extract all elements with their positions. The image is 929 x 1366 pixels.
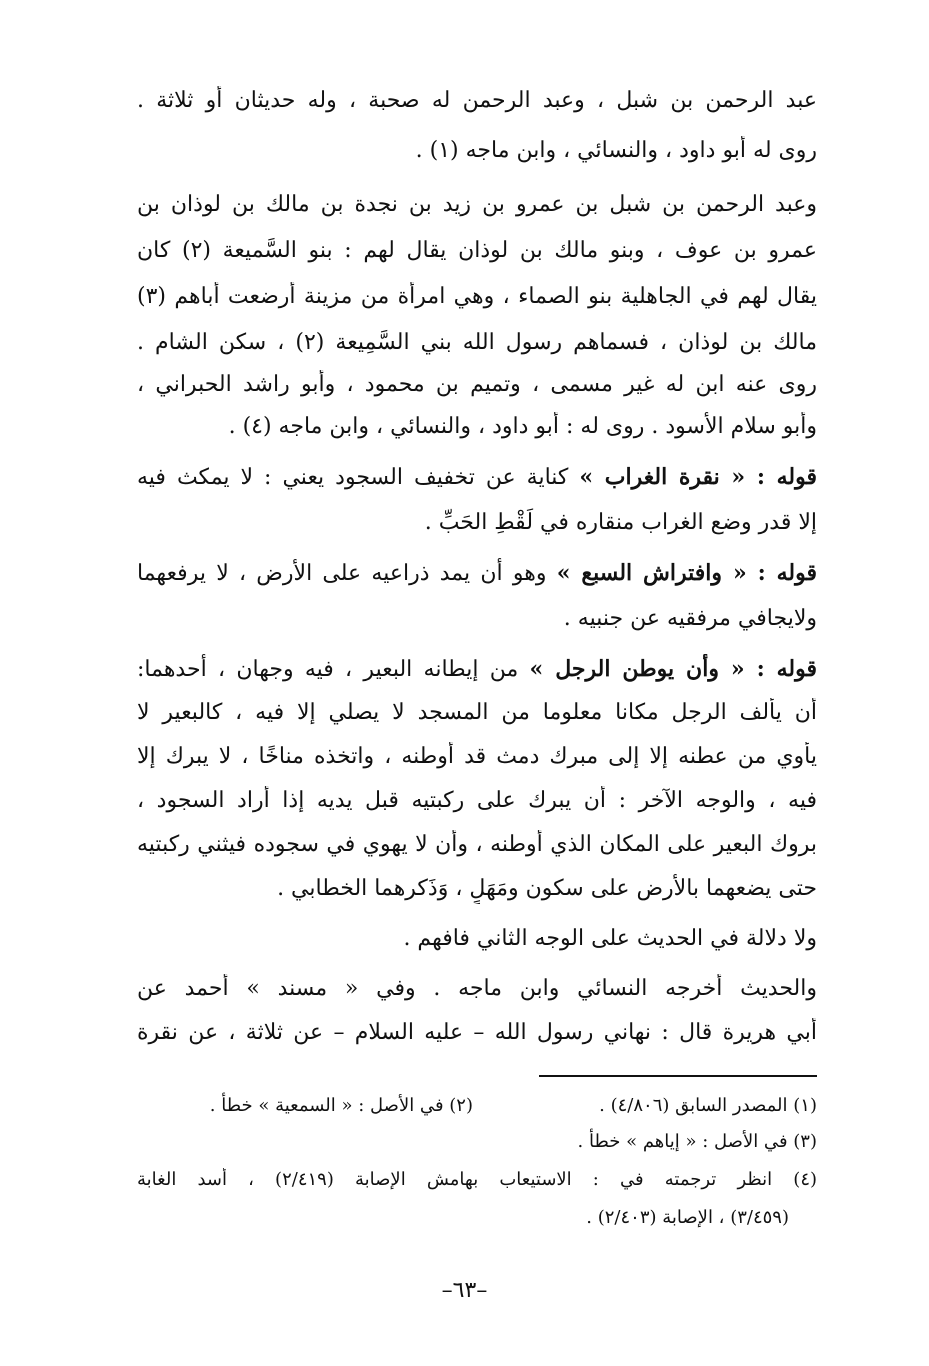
text-line: يقال لهم في الجاهلية بنو الصماء ، وهي امرأة من مزينة أرضعت أباهم (٣): [137, 284, 817, 309]
text-line: أن يألف الرجل مكانا معلوما من المسجد لا يصلي إلا فيه ، كالبعير لا: [137, 700, 817, 725]
footnote-2: (٢) في الأصل : « السمعية » خطأ .: [209, 1095, 473, 1116]
text-line: يأوي من عطنه إلا إلى مبرك دمث قد أوطنه ، واتخذه مناخًا ، لا يبرك إلا: [137, 744, 817, 769]
text-line: والحديث أخرجه النسائي وابن ماجه . وفي « مسند » أحمد عن: [137, 976, 817, 1001]
text-line: وأبو سلام الأسود . روى له : أبو داود ، والنسائي ، وابن ماجه (٤) .: [228, 414, 817, 439]
text-line: مالك بن لوذان ، فسماهم رسول الله بني السَّمِيعة (٢) ، سكن الشام .: [137, 330, 817, 355]
text-line: إلا قدر وضع الغراب منقاره في لَقْطِ الحَبِّ .: [424, 510, 817, 535]
text-line: حتى يضعهما بالأرض على سكون ومَهَلٍ ، وَذَكرهما الخطابي .: [277, 876, 817, 901]
footnote-4-continued: (٣/٤٥٩) ، الإصابة (٢/٤٠٣) .: [586, 1207, 789, 1228]
text-line: وعبد الرحمن بن شبل بن عمرو بن زيد بن نجدة بن مالك بن لوذان بن: [137, 192, 817, 217]
text-line: قوله : « وافتراش السبع » وهو أن يمد ذراعيه على الأرض ، لا يرفعهما: [137, 560, 817, 586]
text-line: ولايجافي مرفقيه عن جنبيه .: [563, 606, 817, 631]
text-line: أبي هريرة قال : نهاني رسول الله – عليه السلام – عن ثلاثة ، عن نقرة: [137, 1020, 817, 1045]
text-line: قوله : « نقرة الغراب » كناية عن تخفيف السجود يعني : لا يمكث فيه: [137, 464, 817, 490]
page-number: –٦٣–: [441, 1278, 488, 1303]
lead-phrase: قوله : « نقرة الغراب »: [579, 464, 817, 490]
text-line: بروك البعير على المكان الذي أوطنه ، وأن لا يهوي في سجوده فيثني ركبتيه: [137, 832, 817, 857]
text-line: عمرو بن عوف ، وبنو مالك بن لوذان يقال لهم : بنو السَّميعة (٢) كان: [137, 238, 817, 263]
text-line: روى عنه ابن له غير مسمى ، وتميم بن محمود ، وأبو راشد الحبراني ،: [137, 372, 817, 397]
lead-phrase: قوله : « وافتراش السبع »: [556, 560, 817, 586]
text-line: عبد الرحمن بن شبل ، وعبد الرحمن له صحبة ، وله حديثان أو ثلاثة .: [137, 88, 817, 113]
text-line: قوله : « وأن يوطن الرجل » من إيطانه البعير ، فيه وجهان ، أحدهما:: [137, 656, 817, 682]
lead-phrase: قوله : « وأن يوطن الرجل »: [529, 656, 817, 682]
text-line: ولا دلالة في الحديث على الوجه الثاني فافهم .: [403, 926, 817, 951]
footnote-3: (٣) في الأصل : « إياهم » خطأ .: [577, 1131, 817, 1152]
footnote-4: (٤) انظر ترجمته في : الاستيعاب بهامش الإصابة (٢/٤١٩) ، أسد الغابة: [137, 1169, 817, 1190]
text-line: فيه ، والوجه الآخر : أن يبرك على ركبتيه قبل يديه إذا أراد السجود ،: [137, 788, 817, 813]
footnote-1: (١) المصدر السابق (٤/٨٠٦) .: [599, 1095, 817, 1116]
text-line: روى له أبو داود ، والنسائي ، وابن ماجه (١) .: [415, 138, 817, 163]
footnote-separator: [539, 1075, 817, 1077]
